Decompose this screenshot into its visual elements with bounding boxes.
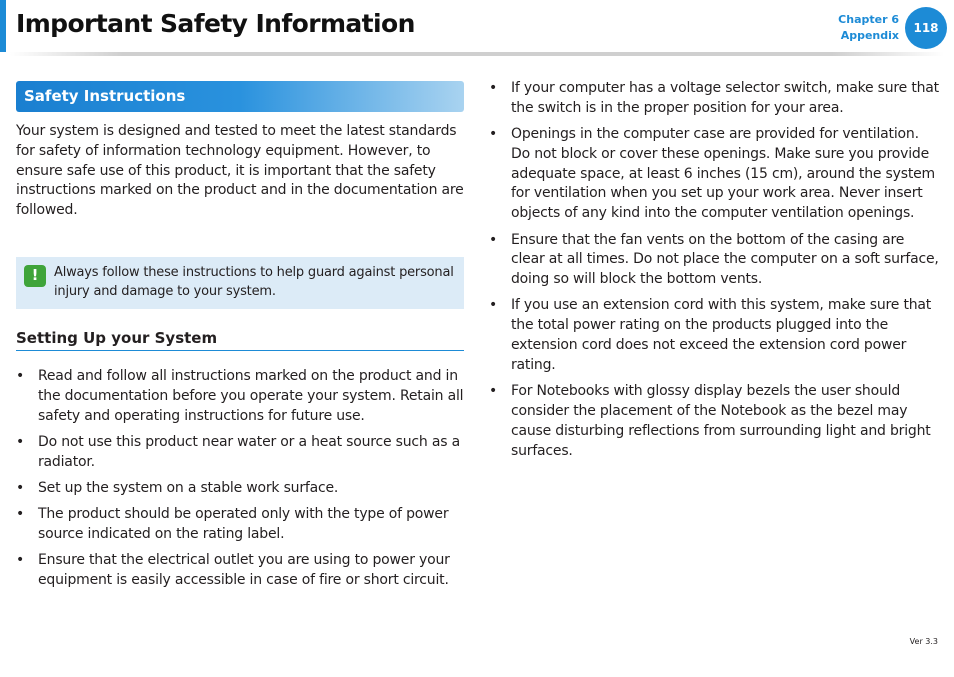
- bullet-icon: •: [16, 367, 25, 384]
- note-box: [16, 257, 464, 309]
- list-item-text: For Notebooks with glossy display bezels the user should consider the placement of the Notebook as the bezel may cause disturbing reflections from surrounding light and bright surfaces.: [511, 383, 931, 459]
- exclamation-icon: !: [24, 265, 46, 287]
- bullet-icon: •: [489, 383, 498, 400]
- header-accent-bar: [0, 0, 6, 52]
- list-item: [489, 79, 940, 119]
- list-item-text: The product should be operated only with the type of power source indicated on the rating label.: [38, 506, 449, 543]
- bullet-icon: •: [16, 433, 25, 450]
- bullet-icon: •: [16, 552, 25, 569]
- list-item-text: Ensure that the fan vents on the bottom of the casing are clear at all times. Do not place the computer on a soft surface, doing so will block the bottom vents.: [511, 231, 939, 288]
- list-item-text: If you use an extension cord with this system, make sure that the total power rating on the products plugged into the extension cord does not exceed the extension cord power rating.: [511, 297, 932, 373]
- intro-paragraph: Your system is designed and tested to meet the latest standards for safety of information technology equipment. However, to ensure safe use of this product, it is important that the safety instructions marked on the product and in the documentation are followed.: [16, 123, 464, 219]
- list-item: [16, 433, 464, 473]
- safety-bullet-list: [489, 79, 940, 461]
- list-item-text: If your computer has a voltage selector switch, make sure that the switch is in the proper position for your area.: [511, 80, 939, 116]
- list-item-text: Set up the system on a stable work surface.: [38, 479, 339, 496]
- bullet-icon: •: [489, 231, 498, 248]
- sub-heading: Setting Up your System: [16, 329, 464, 351]
- list-item-text: Ensure that the electrical outlet you are using to power your equipment is easily accessible in case of fire or short circuit.: [38, 552, 450, 589]
- page-number-badge: 118: [905, 7, 947, 49]
- list-item-text: Do not use this product near water or a heat source such as a radiator.: [38, 433, 460, 470]
- bullet-icon: •: [489, 297, 498, 314]
- right-column: [489, 79, 940, 468]
- bullet-icon: •: [16, 506, 25, 523]
- list-item: [489, 231, 940, 290]
- bullet-icon: •: [489, 80, 498, 96]
- list-item: [489, 125, 940, 224]
- left-column: [16, 81, 464, 597]
- bullet-icon: •: [489, 126, 498, 143]
- section-heading: Safety Instructions: [16, 81, 464, 112]
- chapter-label: [838, 12, 899, 44]
- page-title: Important Safety Information: [16, 9, 415, 38]
- version-label: Ver 3.3: [909, 637, 938, 646]
- list-item: [489, 382, 940, 461]
- list-item-text: Read and follow all instructions marked on the product and in the documentation before you operate your system. Retain all safety and operating instructions for future use.: [38, 367, 464, 424]
- list-item: [489, 296, 940, 375]
- header-divider: [10, 52, 944, 56]
- list-item-text: Openings in the computer case are provided for ventilation. Do not block or cover these openings. Make sure you provide adequate space, at least 6 inches (15 cm), around the system for ventilation when you set up your work area. Never insert objects of any kind into the computer ventilation openings.: [511, 126, 935, 222]
- list-item: [16, 551, 464, 591]
- list-item: [16, 505, 464, 545]
- chapter-number: Chapter 6: [838, 13, 899, 26]
- list-item: [16, 367, 464, 426]
- bullet-icon: •: [16, 479, 25, 496]
- setup-bullet-list: [16, 367, 464, 591]
- note-text: Always follow these instructions to help guard against personal injury and damage to your system.: [54, 264, 454, 299]
- chapter-section: Appendix: [840, 29, 899, 42]
- list-item: [16, 479, 464, 499]
